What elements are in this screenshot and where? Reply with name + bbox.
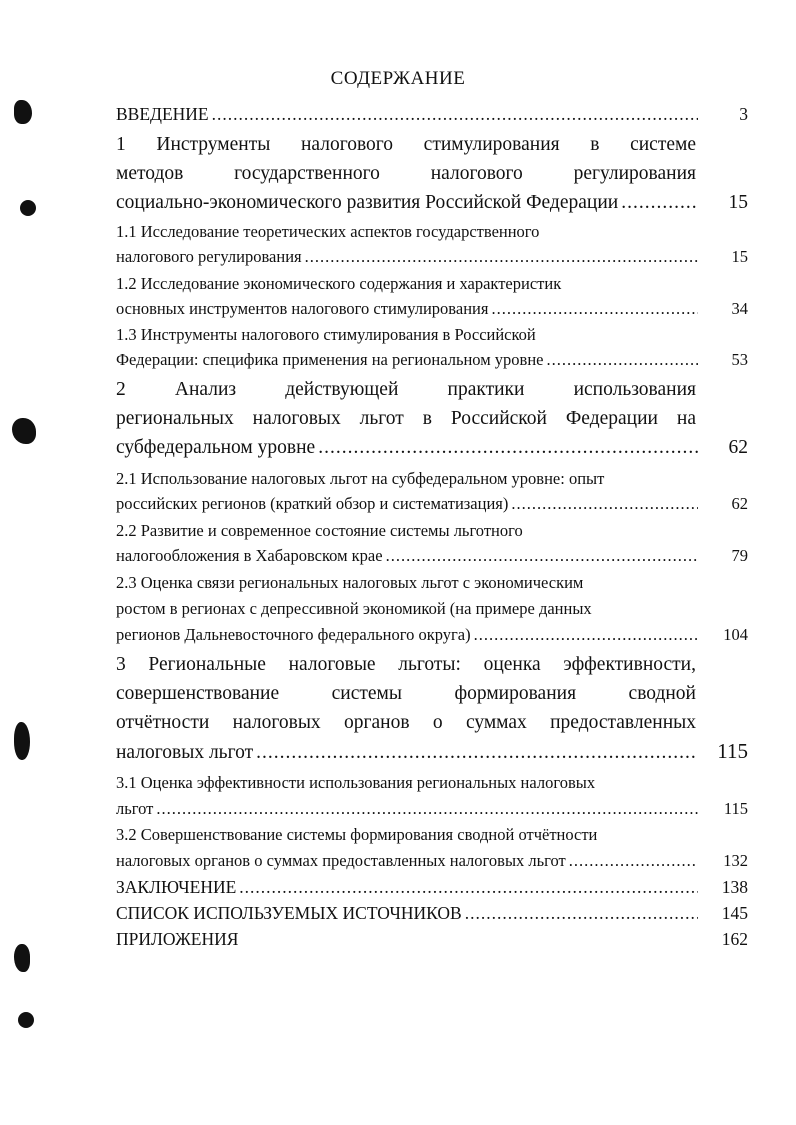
dot-leader (156, 796, 698, 822)
toc-entry-line: методов государственного налогового регулирования (116, 163, 696, 184)
page-number: 138 (721, 877, 748, 897)
toc-entry-line: основных инструментов налогового стимулирования (116, 299, 489, 318)
toc-entry-section-3-2[interactable] (116, 822, 748, 874)
toc-entry-section-1-3[interactable] (116, 322, 748, 372)
dot-leader (305, 244, 698, 269)
dot-leader (511, 491, 698, 516)
toc-entry-line: налогового регулирования (116, 247, 302, 266)
dot-leader (569, 848, 698, 874)
toc-entry-section-2-2[interactable] (116, 518, 748, 568)
toc-entry-section-3-1[interactable] (116, 770, 748, 822)
page-number: 3 (739, 104, 748, 124)
dot-leader (465, 900, 698, 926)
dot-leader (621, 188, 698, 217)
toc-entry-line: 3.1 Оценка эффективности использования региональных налоговых (116, 773, 596, 792)
page-number: 145 (721, 903, 748, 923)
toc-entry-chapter-2[interactable] (116, 375, 748, 462)
dot-leader (239, 874, 698, 900)
toc-entry-appendices[interactable] (116, 926, 748, 952)
page-number: 162 (721, 929, 748, 949)
page-number: 115 (723, 799, 748, 818)
toc-entry-line: субфедеральном уровне (116, 437, 316, 458)
toc-entry-line: социально-экономического развития Российской Федерации (116, 192, 619, 213)
toc-entry-line: 1.2 Исследование экономического содержания и характеристик (116, 274, 562, 293)
toc-entry-line: регионов Дальневосточного федерального округа) (116, 625, 471, 644)
toc-entry-chapter-3[interactable] (116, 650, 748, 767)
page-number: 34 (731, 299, 748, 318)
toc-entry-line: 1 Инструменты налогового стимулирования в системе (116, 134, 696, 155)
toc-entry-line: ростом в регионах с депрессивной экономикой (на примере данных (116, 599, 592, 618)
dot-leader (256, 738, 698, 767)
toc-entry-line: льгот (116, 799, 154, 818)
toc-entry-line: ПРИЛОЖЕНИЯ (116, 929, 239, 949)
toc-entry-line: совершенствование системы формирования сводной (116, 683, 696, 704)
ink-blot-mark (14, 722, 30, 760)
toc-entry-line: российских регионов (краткий обзор и систематизация) (116, 494, 509, 513)
toc-entry-section-1-2[interactable] (116, 271, 748, 321)
punch-hole-mark (20, 200, 36, 216)
toc-entry-line: налогообложения в Хабаровском крае (116, 546, 383, 565)
toc-entry-section-1-1[interactable] (116, 219, 748, 269)
toc-entry-line: 2 Анализ действующей практики использования (116, 379, 696, 400)
punch-hole-mark (18, 1012, 34, 1028)
toc-entry-line: 2.2 Развитие и современное состояние системы льготного (116, 521, 523, 540)
toc-entry-line: 1.3 Инструменты налогового стимулирования в Российской (116, 325, 536, 344)
dot-leader (212, 102, 698, 126)
dot-leader (386, 543, 698, 568)
dot-leader (547, 347, 699, 372)
toc-entry-line: ВВЕДЕНИЕ (116, 104, 209, 124)
toc-entry-line: Федерации: специфика применения на региональном уровне (116, 350, 544, 369)
toc-entry-references[interactable] (116, 900, 748, 926)
page-number: 79 (731, 546, 748, 565)
toc-entry-line: налоговых льгот (116, 742, 254, 763)
ink-blot-mark (12, 418, 36, 444)
dot-leader (491, 296, 698, 321)
page-number: 132 (723, 851, 748, 870)
page-number: 15 (728, 192, 748, 213)
toc-entry-line: региональных налоговых льгот в Российской Федерации на (116, 408, 696, 429)
toc-entry-section-2-3[interactable] (116, 570, 748, 648)
page-number: 115 (717, 739, 748, 763)
toc-entry-line: 3.2 Совершенствование системы формирования сводной отчётности (116, 825, 598, 844)
toc-entry-line: 3 Региональные налоговые льготы: оценка эффективности, (116, 654, 696, 675)
toc-entry-line: отчётности налоговых органов о суммах предоставленных (116, 712, 696, 733)
toc-entry-line: 2.3 Оценка связи региональных налоговых льгот с экономическим (116, 573, 584, 592)
ink-blot-mark (14, 944, 30, 972)
dot-leader (318, 433, 698, 462)
toc-entry-line: налоговых органов о суммах предоставленных налоговых льгот (116, 851, 566, 870)
page-title: СОДЕРЖАНИЕ (330, 68, 466, 89)
toc-entry-line: СПИСОК ИСПОЛЬЗУЕМЫХ ИСТОЧНИКОВ (116, 903, 462, 923)
toc-entry-conclusion[interactable] (116, 874, 748, 900)
page-number: 53 (731, 350, 748, 369)
toc-entry-chapter-1[interactable] (116, 130, 748, 217)
ink-blot-mark (14, 100, 32, 124)
toc-entry-line: 1.1 Исследование теоретических аспектов государственного (116, 222, 540, 241)
page-number: 62 (728, 437, 748, 458)
toc-entry-introduction[interactable] (116, 102, 748, 126)
toc-entry-line: 2.1 Использование налоговых льгот на субфедеральном уровне: опыт (116, 469, 605, 488)
dot-leader (474, 622, 698, 648)
page-number: 62 (731, 494, 748, 513)
toc-entry-line: ЗАКЛЮЧЕНИЕ (116, 877, 237, 897)
toc-entry-section-2-1[interactable] (116, 466, 748, 516)
page-number: 15 (731, 247, 748, 266)
page-number: 104 (723, 625, 748, 644)
